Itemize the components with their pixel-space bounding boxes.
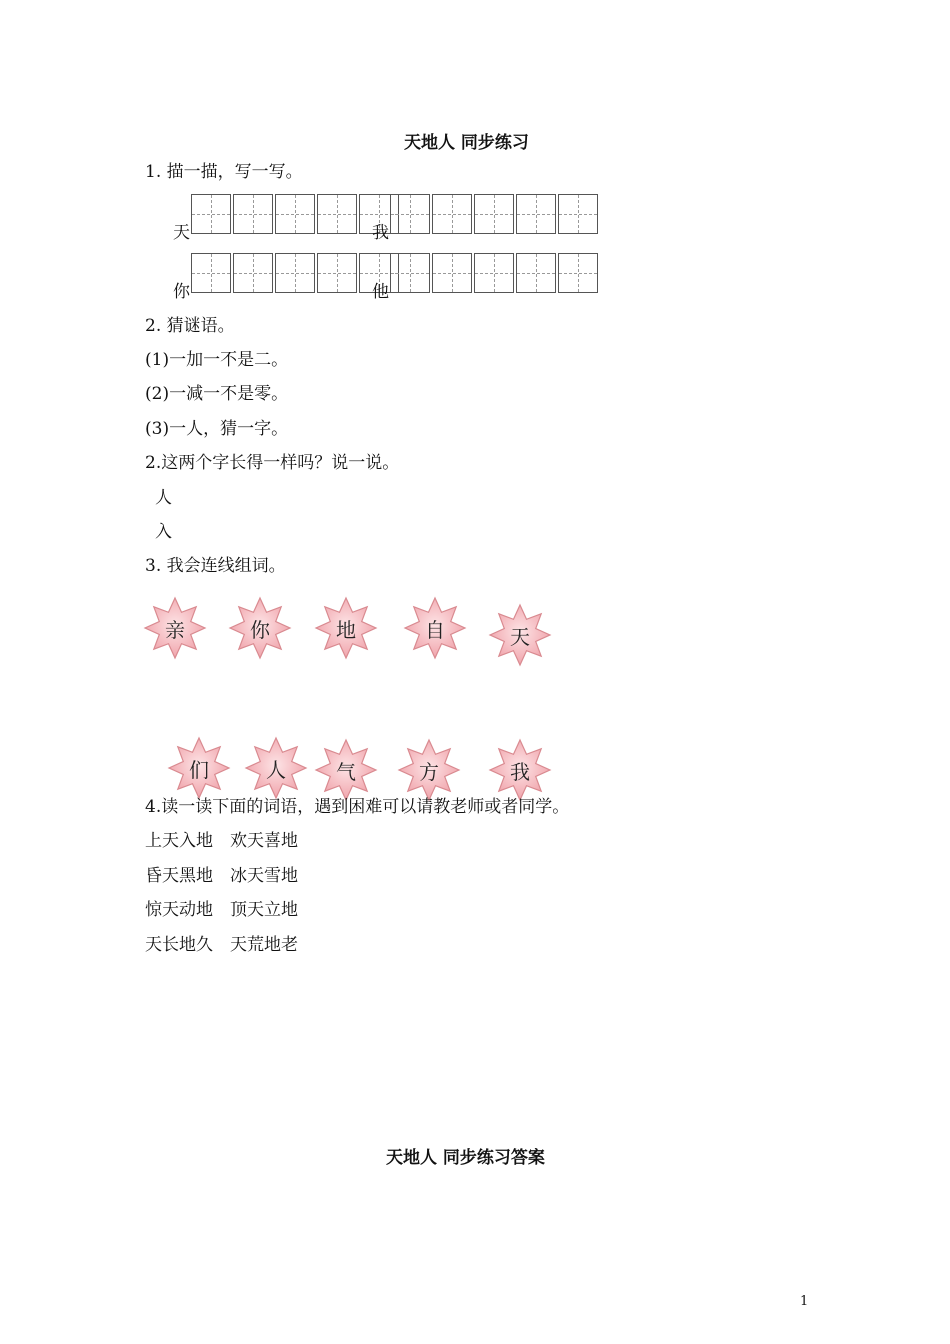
writing-cell[interactable] [233, 253, 273, 293]
word-line: 天长地久 天荒地老 [145, 935, 298, 955]
writing-cell[interactable] [275, 253, 315, 293]
word-star[interactable] [488, 603, 552, 667]
star-char: 人 [266, 757, 286, 782]
writing-grid[interactable] [191, 194, 401, 234]
word-line: 昏天黑地 冰天雪地 [145, 866, 298, 886]
star-char: 我 [510, 759, 530, 784]
compare-char: 入 [155, 522, 172, 542]
star-char: 天 [510, 624, 530, 649]
writing-cell[interactable] [474, 194, 514, 234]
word-star[interactable] [228, 596, 292, 660]
word-star[interactable] [167, 736, 231, 800]
star-char: 们 [189, 757, 209, 782]
writing-cell[interactable] [432, 253, 472, 293]
writing-cell[interactable] [191, 194, 231, 234]
question-1-prompt: 1. 描一描，写一写。 [145, 162, 303, 182]
word-line: 上天入地 欢天喜地 [145, 831, 298, 851]
writing-cell[interactable] [317, 194, 357, 234]
writing-cell[interactable] [474, 253, 514, 293]
writing-cell[interactable] [432, 194, 472, 234]
word-star[interactable] [143, 596, 207, 660]
writing-cell[interactable] [317, 253, 357, 293]
question-2b-prompt: 2.这两个字长得一样吗？说一说。 [145, 453, 400, 473]
writing-cell[interactable] [516, 253, 556, 293]
grid-label: 你 [173, 282, 190, 302]
writing-grid[interactable] [390, 253, 600, 293]
grid-label: 我 [372, 223, 389, 243]
page-number: 1 [800, 1294, 809, 1309]
question-4-prompt: 4.读一读下面的词语，遇到困难可以请教老师或者同学。 [145, 797, 570, 817]
writing-cell[interactable] [233, 194, 273, 234]
writing-cell[interactable] [275, 194, 315, 234]
writing-cell[interactable] [191, 253, 231, 293]
word-star[interactable] [314, 596, 378, 660]
star-char: 自 [425, 617, 445, 642]
writing-cell[interactable] [558, 194, 598, 234]
writing-grid[interactable] [390, 194, 600, 234]
writing-grid[interactable] [191, 253, 401, 293]
writing-cell[interactable] [516, 194, 556, 234]
question-3-prompt: 3. 我会连线组词。 [145, 556, 286, 576]
word-star[interactable] [488, 738, 552, 802]
word-star[interactable] [397, 738, 461, 802]
star-char: 地 [336, 617, 356, 642]
word-star[interactable] [403, 596, 467, 660]
star-char: 你 [250, 617, 270, 642]
writing-cell[interactable] [390, 253, 430, 293]
question-2-prompt: 2. 猜谜语。 [145, 316, 235, 336]
compare-char: 人 [155, 488, 172, 508]
star-char: 亲 [165, 617, 185, 642]
writing-cell[interactable] [558, 253, 598, 293]
riddle-item: (2)一减一不是零。 [145, 384, 289, 404]
riddle-item: (1)一加一不是二。 [145, 350, 289, 370]
riddle-item: (3)一人，猜一字。 [145, 419, 289, 439]
grid-label: 他 [372, 282, 389, 302]
page-title: 天地人 同步练习 [404, 133, 529, 153]
star-char: 气 [336, 759, 356, 784]
answer-title: 天地人 同步练习答案 [386, 1148, 545, 1168]
word-line: 惊天动地 顶天立地 [145, 900, 298, 920]
writing-cell[interactable] [390, 194, 430, 234]
star-char: 方 [419, 759, 439, 784]
word-star[interactable] [314, 738, 378, 802]
word-star[interactable] [244, 736, 308, 800]
grid-label: 天 [173, 223, 190, 243]
